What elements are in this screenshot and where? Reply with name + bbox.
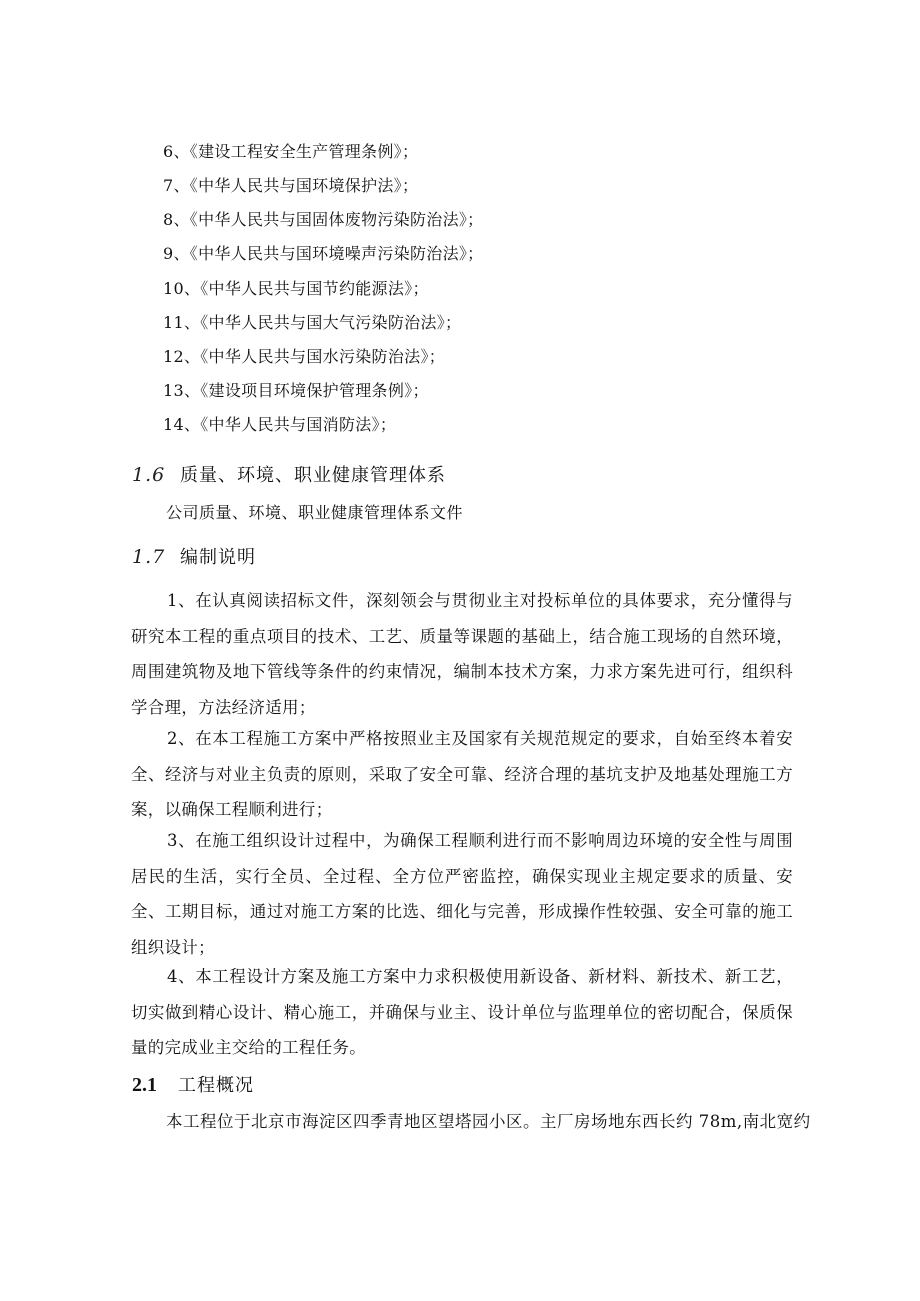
section-1-7-paragraph-2: 2、在本工程施工方案中严格按照业主及国家有关规范规定的要求，自始至终本着安全、经济与对业主负责的原则，采取了安全可靠、经济合理的基坑支护及地基处理施工方案，以确保工程顺利进行；: [131, 729, 793, 819]
law-item-6: 6、《建设工程安全生产管理条例》；: [163, 142, 419, 161]
section-1-6-title: 质量、环境、职业健康管理体系: [180, 465, 446, 486]
law-item-7: 7、《中华人民共与国环境保护法》；: [163, 176, 419, 195]
section-2-1-body: 本工程位于北京市海淀区四季青地区望塔园小区。主厂房场地东西长约 78m,南北宽约: [166, 1112, 811, 1131]
law-item-10: 10、《中华人民共与国节约能源法》；: [163, 279, 429, 298]
law-item-12: 12、《中华人民共与国水污染防治法》；: [163, 347, 446, 366]
section-1-7-paragraph-4: 4、本工程设计方案及施工方案中力求积极使用新设备、新材料、新技术、新工艺，切实做到精心设计、精心施工，并确保与业主、设计单位与监理单位的密切配合，保质保量的完成业主交给的工程任务。: [131, 967, 793, 1057]
section-1-6-heading: [132, 463, 446, 488]
section-1-7-heading: [132, 545, 256, 570]
law-item-11: 11、《中华人民共与国大气污染防治法》；: [163, 313, 462, 332]
section-1-6-number: 1.6: [132, 464, 166, 486]
section-1-7-number: 1.7: [132, 546, 166, 568]
law-item-14: 14、《中华人民共与国消防法》；: [163, 415, 397, 434]
section-2-1-number: 2.1: [132, 1074, 157, 1096]
section-2-1-heading: [132, 1073, 254, 1098]
law-item-9: 9、《中华人民共与国环境噪声污染防治法》；: [163, 244, 484, 263]
section-1-7-paragraph-3: 3、在施工组织设计过程中，为确保工程顺利进行而不影响周边环境的安全性与周围居民的生活，实行全员、全过程、全方位严密监控，确保实现业主规定要求的质量、安全、工期目标，通过对施工方案的比选、细化与完善，形成操作性较强、安全可靠的施工组织设计；: [131, 831, 793, 957]
law-item-8: 8、《中华人民共与国固体废物污染防治法》；: [163, 210, 484, 229]
section-2-1-title: 工程概况: [178, 1075, 254, 1096]
section-1-7-paragraph-1: 1、在认真阅读招标文件，深刻领会与贯彻业主对投标单位的具体要求，充分懂得与研究本工程的重点项目的技术、工艺、质量等课题的基础上，结合施工现场的自然环境，周围建筑物及地下管线等条件的约束情况，编制本技术方案，力求方案先进可行，组织科学合理，方法经济适用；: [131, 591, 793, 717]
law-item-13: 13、《建设项目环境保护管理条例》；: [163, 381, 429, 400]
section-1-7-title: 编制说明: [180, 547, 256, 568]
section-1-6-body: 公司质量、环境、职业健康管理体系文件: [166, 503, 464, 522]
